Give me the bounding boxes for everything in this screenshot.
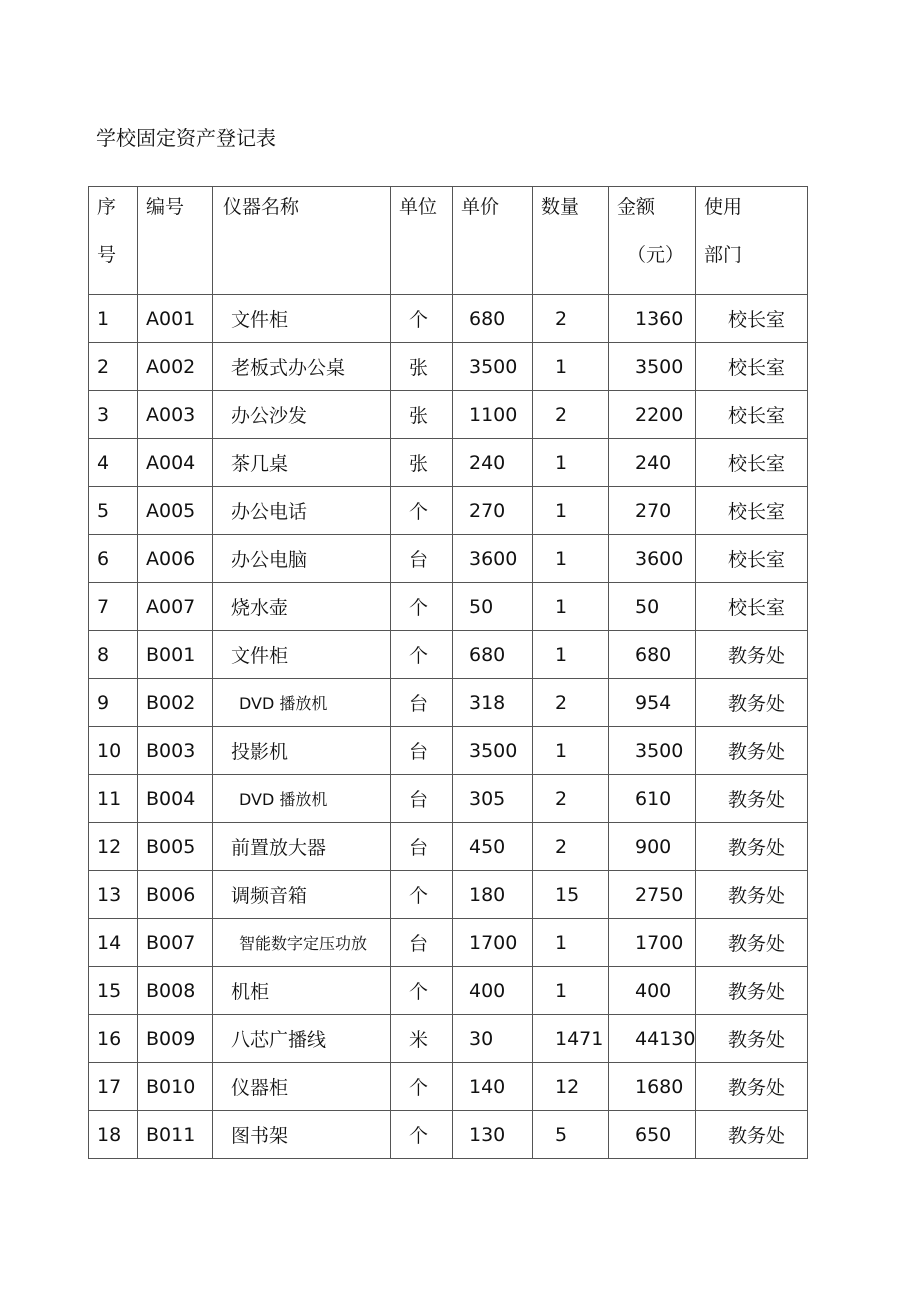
cell-price: 1100 bbox=[453, 391, 533, 439]
cell-amount: 2750 bbox=[609, 871, 696, 919]
table-row bbox=[89, 775, 808, 823]
cell-name: 烧水壶 bbox=[213, 583, 391, 631]
cell-qty: 1 bbox=[533, 535, 609, 583]
cell-name: 文件柜 bbox=[213, 631, 391, 679]
header-amount: 金额 （元） bbox=[609, 187, 696, 295]
cell-name: 八芯广播线 bbox=[213, 1015, 391, 1063]
table-row bbox=[89, 343, 808, 391]
cell-price: 50 bbox=[453, 583, 533, 631]
table-row bbox=[89, 871, 808, 919]
cell-amount: 50 bbox=[609, 583, 696, 631]
cell-qty: 1 bbox=[533, 919, 609, 967]
table-row bbox=[89, 295, 808, 343]
cell-amount: 400 bbox=[609, 967, 696, 1015]
table-row bbox=[89, 631, 808, 679]
cell-qty: 1 bbox=[533, 727, 609, 775]
table-row bbox=[89, 391, 808, 439]
cell-qty: 2 bbox=[533, 679, 609, 727]
cell-name: 投影机 bbox=[213, 727, 391, 775]
cell-name: DVD 播放机 bbox=[213, 775, 391, 823]
cell-dept: 教务处 bbox=[696, 967, 808, 1015]
cell-name: 老板式办公桌 bbox=[213, 343, 391, 391]
cell-qty: 2 bbox=[533, 775, 609, 823]
table-header-row bbox=[89, 187, 808, 295]
cell-name: 机柜 bbox=[213, 967, 391, 1015]
cell-seq: 18 bbox=[89, 1111, 138, 1159]
table-row bbox=[89, 919, 808, 967]
cell-dept: 教务处 bbox=[696, 775, 808, 823]
cell-code: A003 bbox=[138, 391, 213, 439]
cell-price: 270 bbox=[453, 487, 533, 535]
cell-code: B011 bbox=[138, 1111, 213, 1159]
cell-price: 680 bbox=[453, 631, 533, 679]
cell-amount: 2200 bbox=[609, 391, 696, 439]
header-price: 单价 bbox=[453, 187, 533, 295]
cell-unit: 台 bbox=[391, 679, 453, 727]
cell-unit: 台 bbox=[391, 727, 453, 775]
cell-amount: 240 bbox=[609, 439, 696, 487]
cell-amount: 44130 bbox=[609, 1015, 696, 1063]
cell-code: B008 bbox=[138, 967, 213, 1015]
table-row bbox=[89, 487, 808, 535]
cell-amount: 610 bbox=[609, 775, 696, 823]
cell-dept: 教务处 bbox=[696, 727, 808, 775]
cell-code: A002 bbox=[138, 343, 213, 391]
header-qty: 数量 bbox=[533, 187, 609, 295]
cell-price: 1700 bbox=[453, 919, 533, 967]
cell-price: 130 bbox=[453, 1111, 533, 1159]
cell-seq: 8 bbox=[89, 631, 138, 679]
cell-qty: 1 bbox=[533, 487, 609, 535]
cell-dept: 教务处 bbox=[696, 1063, 808, 1111]
cell-amount: 1680 bbox=[609, 1063, 696, 1111]
cell-seq: 17 bbox=[89, 1063, 138, 1111]
cell-code: A001 bbox=[138, 295, 213, 343]
table-row bbox=[89, 439, 808, 487]
cell-price: 3500 bbox=[453, 343, 533, 391]
cell-amount: 3500 bbox=[609, 343, 696, 391]
cell-unit: 个 bbox=[391, 871, 453, 919]
cell-seq: 12 bbox=[89, 823, 138, 871]
cell-qty: 1471 bbox=[533, 1015, 609, 1063]
cell-qty: 2 bbox=[533, 295, 609, 343]
cell-code: B003 bbox=[138, 727, 213, 775]
cell-qty: 1 bbox=[533, 343, 609, 391]
cell-price: 180 bbox=[453, 871, 533, 919]
cell-price: 30 bbox=[453, 1015, 533, 1063]
cell-name: 图书架 bbox=[213, 1111, 391, 1159]
cell-unit: 张 bbox=[391, 439, 453, 487]
cell-qty: 1 bbox=[533, 967, 609, 1015]
cell-seq: 11 bbox=[89, 775, 138, 823]
cell-qty: 1 bbox=[533, 583, 609, 631]
cell-dept: 教务处 bbox=[696, 823, 808, 871]
cell-amount: 650 bbox=[609, 1111, 696, 1159]
cell-name: 仪器柜 bbox=[213, 1063, 391, 1111]
cell-amount: 270 bbox=[609, 487, 696, 535]
cell-unit: 台 bbox=[391, 823, 453, 871]
cell-qty: 2 bbox=[533, 391, 609, 439]
cell-unit: 个 bbox=[391, 295, 453, 343]
header-dept: 使用 部门 bbox=[696, 187, 808, 295]
cell-price: 680 bbox=[453, 295, 533, 343]
cell-name: 办公沙发 bbox=[213, 391, 391, 439]
table-row bbox=[89, 1063, 808, 1111]
cell-amount: 954 bbox=[609, 679, 696, 727]
cell-seq: 2 bbox=[89, 343, 138, 391]
cell-dept: 校长室 bbox=[696, 583, 808, 631]
header-seq: 序 号 bbox=[89, 187, 138, 295]
cell-name: 办公电脑 bbox=[213, 535, 391, 583]
cell-dept: 教务处 bbox=[696, 679, 808, 727]
cell-qty: 15 bbox=[533, 871, 609, 919]
cell-seq: 16 bbox=[89, 1015, 138, 1063]
asset-register-table bbox=[88, 186, 808, 1159]
cell-dept: 校长室 bbox=[696, 295, 808, 343]
cell-name: 茶几桌 bbox=[213, 439, 391, 487]
cell-seq: 15 bbox=[89, 967, 138, 1015]
cell-amount: 1700 bbox=[609, 919, 696, 967]
cell-dept: 校长室 bbox=[696, 391, 808, 439]
cell-amount: 900 bbox=[609, 823, 696, 871]
cell-amount: 3600 bbox=[609, 535, 696, 583]
cell-seq: 4 bbox=[89, 439, 138, 487]
cell-unit: 个 bbox=[391, 967, 453, 1015]
cell-name: 智能数字定压功放 bbox=[213, 919, 391, 967]
cell-code: B007 bbox=[138, 919, 213, 967]
cell-unit: 台 bbox=[391, 535, 453, 583]
cell-price: 3600 bbox=[453, 535, 533, 583]
cell-code: B001 bbox=[138, 631, 213, 679]
cell-code: B009 bbox=[138, 1015, 213, 1063]
cell-dept: 教务处 bbox=[696, 1111, 808, 1159]
cell-name: 办公电话 bbox=[213, 487, 391, 535]
cell-dept: 校长室 bbox=[696, 343, 808, 391]
header-code: 编号 bbox=[138, 187, 213, 295]
cell-unit: 台 bbox=[391, 919, 453, 967]
cell-qty: 2 bbox=[533, 823, 609, 871]
cell-dept: 校长室 bbox=[696, 439, 808, 487]
cell-seq: 13 bbox=[89, 871, 138, 919]
cell-code: A005 bbox=[138, 487, 213, 535]
cell-name: DVD 播放机 bbox=[213, 679, 391, 727]
cell-seq: 10 bbox=[89, 727, 138, 775]
cell-dept: 教务处 bbox=[696, 631, 808, 679]
cell-unit: 米 bbox=[391, 1015, 453, 1063]
cell-code: A004 bbox=[138, 439, 213, 487]
header-name: 仪器名称 bbox=[213, 187, 391, 295]
cell-price: 240 bbox=[453, 439, 533, 487]
cell-amount: 3500 bbox=[609, 727, 696, 775]
table-row bbox=[89, 583, 808, 631]
cell-seq: 5 bbox=[89, 487, 138, 535]
cell-qty: 5 bbox=[533, 1111, 609, 1159]
page-title: 学校固定资产登记表 bbox=[96, 126, 276, 150]
cell-seq: 6 bbox=[89, 535, 138, 583]
cell-unit: 个 bbox=[391, 583, 453, 631]
cell-dept: 教务处 bbox=[696, 919, 808, 967]
cell-code: A006 bbox=[138, 535, 213, 583]
cell-code: B006 bbox=[138, 871, 213, 919]
cell-code: B002 bbox=[138, 679, 213, 727]
cell-price: 318 bbox=[453, 679, 533, 727]
cell-seq: 9 bbox=[89, 679, 138, 727]
cell-qty: 12 bbox=[533, 1063, 609, 1111]
cell-unit: 个 bbox=[391, 1111, 453, 1159]
cell-qty: 1 bbox=[533, 631, 609, 679]
table-row bbox=[89, 1111, 808, 1159]
cell-dept: 教务处 bbox=[696, 1015, 808, 1063]
cell-unit: 张 bbox=[391, 391, 453, 439]
cell-code: B005 bbox=[138, 823, 213, 871]
cell-price: 140 bbox=[453, 1063, 533, 1111]
cell-unit: 个 bbox=[391, 1063, 453, 1111]
table-row bbox=[89, 535, 808, 583]
cell-price: 3500 bbox=[453, 727, 533, 775]
cell-seq: 7 bbox=[89, 583, 138, 631]
cell-unit: 张 bbox=[391, 343, 453, 391]
cell-name: 调频音箱 bbox=[213, 871, 391, 919]
cell-code: B010 bbox=[138, 1063, 213, 1111]
cell-price: 450 bbox=[453, 823, 533, 871]
cell-name: 文件柜 bbox=[213, 295, 391, 343]
table-row bbox=[89, 967, 808, 1015]
cell-amount: 1360 bbox=[609, 295, 696, 343]
table-row bbox=[89, 727, 808, 775]
header-unit: 单位 bbox=[391, 187, 453, 295]
cell-seq: 14 bbox=[89, 919, 138, 967]
table-row bbox=[89, 1015, 808, 1063]
cell-seq: 1 bbox=[89, 295, 138, 343]
table-row bbox=[89, 823, 808, 871]
table-row bbox=[89, 679, 808, 727]
cell-unit: 个 bbox=[391, 631, 453, 679]
cell-amount: 680 bbox=[609, 631, 696, 679]
cell-qty: 1 bbox=[533, 439, 609, 487]
cell-dept: 校长室 bbox=[696, 487, 808, 535]
cell-price: 400 bbox=[453, 967, 533, 1015]
cell-name: 前置放大器 bbox=[213, 823, 391, 871]
cell-seq: 3 bbox=[89, 391, 138, 439]
cell-unit: 个 bbox=[391, 487, 453, 535]
cell-price: 305 bbox=[453, 775, 533, 823]
cell-code: B004 bbox=[138, 775, 213, 823]
cell-unit: 台 bbox=[391, 775, 453, 823]
cell-dept: 校长室 bbox=[696, 535, 808, 583]
cell-dept: 教务处 bbox=[696, 871, 808, 919]
cell-code: A007 bbox=[138, 583, 213, 631]
